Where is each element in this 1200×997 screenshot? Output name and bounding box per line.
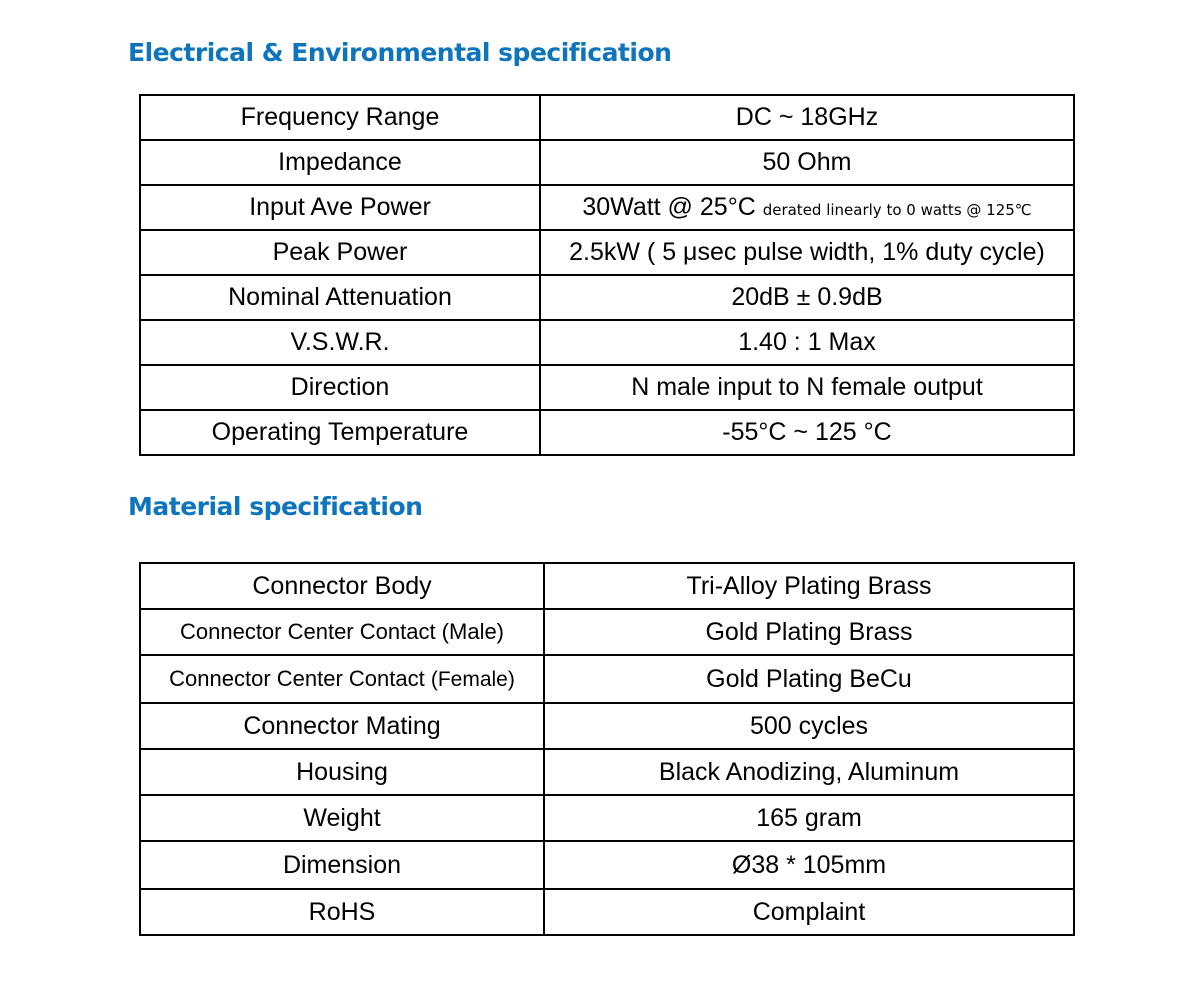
spec-value: 1.40 : 1 Max [540,320,1074,365]
table-row [140,275,1074,320]
spec-label: Impedance [140,140,540,185]
table-row [140,609,1074,655]
spec-label: Peak Power [140,230,540,275]
spec-label: Frequency Range [140,95,540,140]
spec-label: Connector Body [140,563,544,609]
spec-label: Weight [140,795,544,841]
spec-value: 50 Ohm [540,140,1074,185]
spec-value-cell [540,185,1074,230]
spec-label-qualifier: (Female) [430,668,515,691]
spec-value: -55°C ~ 125 °C [540,410,1074,455]
spec-value: Gold Plating BeCu [544,655,1074,703]
spec-label: Nominal Attenuation [140,275,540,320]
spec-label: RoHS [140,889,544,935]
spec-value: Ø38 * 105mm [544,841,1074,889]
table-row [140,185,1074,230]
table-row [140,95,1074,140]
table-row [140,563,1074,609]
table-row [140,410,1074,455]
spec-value: 20dB ± 0.9dB [540,275,1074,320]
table-row [140,655,1074,703]
table-row [140,365,1074,410]
table-row [140,889,1074,935]
table-row [140,320,1074,365]
spec-label: Connector Center Contact [169,666,425,691]
spec-value: Gold Plating Brass [544,609,1074,655]
electrical-spec-title: Electrical & Environmental specification [128,38,672,67]
table-row [140,749,1074,795]
spec-value: N male input to N female output [540,365,1074,410]
spec-value: 500 cycles [544,703,1074,749]
table-row [140,140,1074,185]
spec-label: Input Ave Power [140,185,540,230]
table-row [140,795,1074,841]
spec-value: DC ~ 18GHz [540,95,1074,140]
spec-label: Connector Center Contact (Male) [140,609,544,655]
table-row [140,703,1074,749]
table-row [140,230,1074,275]
spec-value: Tri-Alloy Plating Brass [544,563,1074,609]
spec-label: V.S.W.R. [140,320,540,365]
spec-label: Dimension [140,841,544,889]
spec-label: Connector Mating [140,703,544,749]
electrical-spec-table [139,94,1075,456]
material-spec-table [139,562,1075,936]
spec-value: 30Watt @ 25°C [582,193,756,221]
spec-label-cell [140,655,544,703]
spec-value: 2.5kW ( 5 μsec pulse width, 1% duty cycle) [540,230,1074,275]
spec-value: Black Anodizing, Aluminum [544,749,1074,795]
spec-value: Complaint [544,889,1074,935]
spec-note: derated linearly to 0 watts @ 125℃ [762,201,1032,219]
spec-value: 165 gram [544,795,1074,841]
material-spec-title: Material specification [128,492,423,521]
table-row [140,841,1074,889]
spec-label: Direction [140,365,540,410]
spec-label: Operating Temperature [140,410,540,455]
spec-label: Housing [140,749,544,795]
